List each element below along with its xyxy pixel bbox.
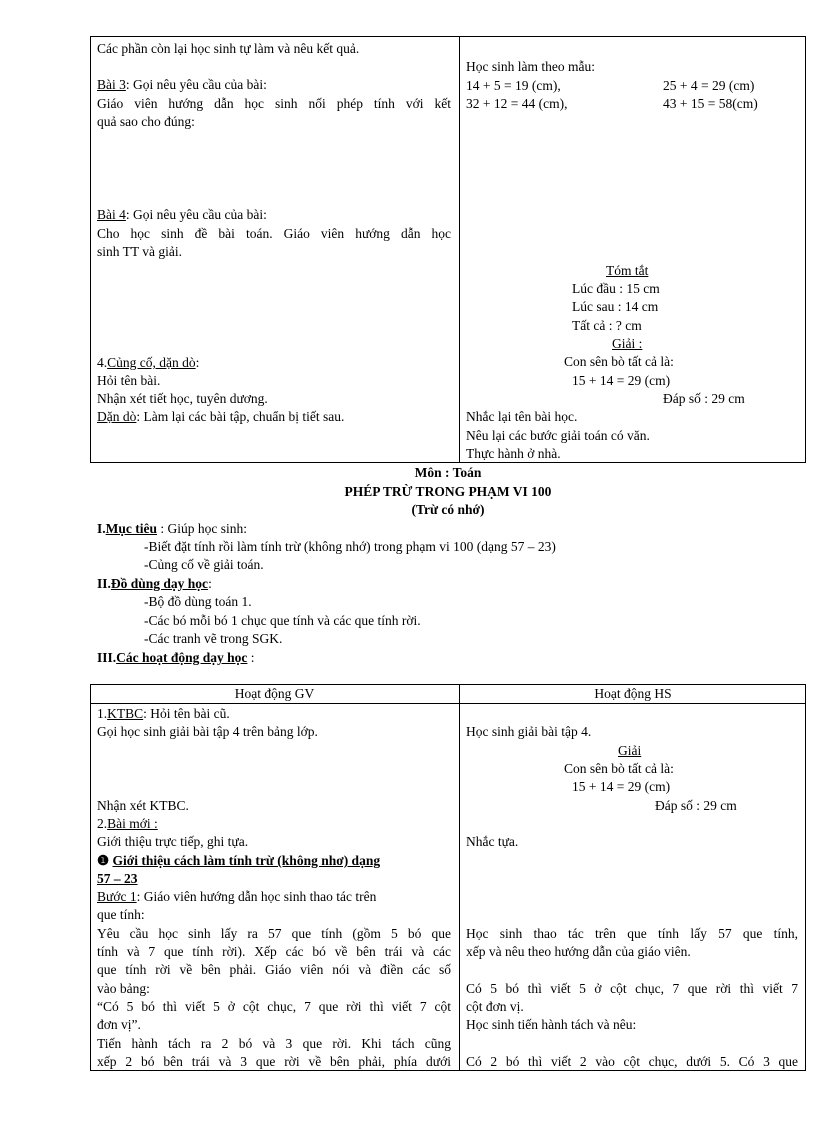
section-1-heading-line1: Giới thiệu cách làm tính trừ (không nhơ) dạng <box>112 853 381 868</box>
activities-header-rule <box>90 703 806 704</box>
section-1-heading-line2: 57 – 23 <box>97 871 138 886</box>
dan-do-label: Dặn dò <box>97 409 137 424</box>
bai3-text: : Gọi nêu yêu cầu của bài: <box>125 77 267 92</box>
top-left-line1: Các phần còn lại học sinh tự làm và nêu kết quả. <box>97 41 360 56</box>
section-muc-tieu <box>97 520 247 538</box>
giai-heading: Giải : <box>612 336 643 351</box>
hs-con-sen: Con sên bò tất cả là: <box>564 761 674 776</box>
goi-hs-giai: Gọi học sinh giải bài tập 4 trên bảng lớp. <box>97 724 318 739</box>
hs-dap-so: Đáp số : 29 cm <box>655 798 737 813</box>
mon-label: Môn : Toán <box>414 465 482 480</box>
hs-thao-tac-line1: Học sinh thao tác trên que tính lấy 57 que tính, <box>466 926 798 941</box>
ktbc-heading <box>97 705 230 723</box>
hs-giai-heading: Giải <box>618 743 642 758</box>
hs-giai-bt4: Học sinh giải bài tập 4. <box>466 724 592 739</box>
hs-tien-hanh: Học sinh tiến hành tách và nêu: <box>466 1017 637 1032</box>
hs-co5-line1: Có 5 bó thì viết 5 ở cột chục, 7 que rời thì viết 7 <box>466 981 798 996</box>
bai4-label: Bài 4 <box>97 207 126 222</box>
tom-tat-heading: Tóm tắt <box>606 263 649 278</box>
ktbc-text: : Hỏi tên bài cũ. <box>143 706 230 721</box>
muc-tieu-item-1: -Biết đặt tính rồi làm tính trừ (không nhớ) trong phạm vi 100 (dạng 57 – 23) <box>144 539 556 554</box>
bai4-line2: sinh TT và giải. <box>97 244 182 259</box>
yeu-cau-line4: vào bảng: <box>97 981 150 996</box>
nhac-lai: Nhắc lại tên bài học. <box>466 409 578 424</box>
cung-co-colon: : <box>195 355 200 370</box>
do-dung-item-2: -Các bó mỗi bó 1 chục que tính và các que tính rời. <box>144 613 421 628</box>
buoc-1-label: Bước 1 <box>97 889 137 904</box>
bai4-heading <box>97 206 267 224</box>
s1-num: I. <box>97 521 106 536</box>
nhan-xet-tiet-hoc: Nhận xét tiết học, tuyên dương. <box>97 391 268 406</box>
hs-thao-tac-line2: xếp và nêu theo hướng dẫn của giáo viên. <box>466 944 691 959</box>
header-hoat-dong-gv: Hoạt động GV <box>234 686 315 701</box>
hs-lam-theo-mau: Học sinh làm theo mẫu: <box>466 59 595 74</box>
bai-moi-num: 2. <box>97 816 108 831</box>
luc-dau: Lúc đầu : 15 cm <box>572 281 660 296</box>
yeu-cau-line1: Yêu cầu học sinh lấy ra 57 que tính (gồm 5 bó que <box>97 926 451 941</box>
do-dung-item-3: -Các tranh vẽ trong SGK. <box>144 631 283 646</box>
gioi-thieu-truc-tiep: Giới thiệu trực tiếp, ghi tựa. <box>97 834 249 849</box>
muc-tieu-item-2: -Củng cố về giải toán. <box>144 557 264 572</box>
dan-do-text: : Làm lại các bài tập, chuẩn bị tiết sau. <box>136 409 345 424</box>
bullet-one-icon: ❶ <box>97 853 110 868</box>
tach-line1: Tiến hành tách ra 2 bó và 3 que rời. Khi tách cũng <box>97 1036 451 1051</box>
yeu-cau-line3: que tính rời về bên phải. Giáo viên nói và điền các số <box>97 962 451 977</box>
ktbc-num: 1. <box>97 706 108 721</box>
section-do-dung <box>97 575 212 593</box>
quote-line1: “Có 5 bó thì viết 5 ở cột chục, 7 que rời thì viết 7 cột <box>97 999 451 1014</box>
activities-divider <box>459 684 460 1071</box>
bai4-line1: Cho học sinh đề bài toán. Giáo viên hướng dẫn học <box>97 226 451 241</box>
cung-co-heading <box>97 354 199 372</box>
s2-text: : <box>208 576 212 591</box>
calc-line: 15 + 14 = 29 (cm) <box>572 373 671 388</box>
buoc-1-line2: que tính: <box>97 907 145 922</box>
cung-co-num: 4. <box>97 355 108 370</box>
hs-co2: Có 2 bó thì viết 2 vào cột chục, dưới 5. Có 3 que <box>466 1054 798 1069</box>
dan-do <box>97 408 344 426</box>
quote-line2: đơn vị”. <box>97 1017 141 1032</box>
bai3-line1: Giáo viên hướng dẫn học sinh nối phép tính với kết <box>97 96 451 111</box>
section-hoat-dong <box>97 649 255 667</box>
bai-moi-label: Bài mới : <box>107 816 158 831</box>
nhan-xet-ktbc: Nhận xét KTBC. <box>97 798 189 813</box>
s2-label: Đồ dùng dạy học <box>110 576 209 591</box>
buoc-1-heading <box>97 888 376 906</box>
s3-num: III. <box>97 650 117 665</box>
equation-4: 43 + 15 = 58(cm) <box>663 96 758 111</box>
tach-line2: xếp 2 bó bên trái và 3 que rời về bên phải, phía dưới <box>97 1054 451 1069</box>
bai4-text: : Gọi nêu yêu cầu của bài: <box>125 207 267 222</box>
thuc-hanh: Thực hành ở nhà. <box>466 446 561 461</box>
bai-moi-heading <box>97 815 158 833</box>
hs-co5-line2: cột đơn vị. <box>466 999 524 1014</box>
s3-label: Các hoạt động dạy học <box>116 650 248 665</box>
equation-1: 14 + 5 = 19 (cm), <box>466 78 561 93</box>
section-1-heading <box>97 852 380 870</box>
cung-co-label: Củng cố, dặn dò <box>107 355 196 370</box>
do-dung-item-1: -Bộ đồ dùng toán 1. <box>144 594 252 609</box>
bai3-line2: quả sao cho đúng: <box>97 114 195 129</box>
s3-text: : <box>247 650 255 665</box>
neu-lai: Nêu lại các bước giải toán có văn. <box>466 428 650 443</box>
ktbc-label: KTBC <box>107 706 144 721</box>
con-sen-line: Con sên bò tất cả là: <box>564 354 674 369</box>
equation-2: 25 + 4 = 29 (cm) <box>663 78 755 93</box>
dap-so: Đáp số : 29 cm <box>663 391 745 406</box>
header-hoat-dong-hs: Hoạt động HS <box>594 686 672 701</box>
lesson-title: PHÉP TRỪ TRONG PHẠM VI 100 <box>344 484 552 499</box>
hoi-ten-bai: Hỏi tên bài. <box>97 373 161 388</box>
s1-label: Mục tiêu <box>105 521 158 536</box>
luc-sau: Lúc sau : 14 cm <box>572 299 659 314</box>
top-table-divider <box>459 36 460 463</box>
s1-text: : Giúp học sinh: <box>157 521 248 536</box>
hs-nhac-tua: Nhắc tựa. <box>466 834 519 849</box>
hs-calc: 15 + 14 = 29 (cm) <box>572 779 671 794</box>
equation-3: 32 + 12 = 44 (cm), <box>466 96 568 111</box>
s2-num: II. <box>97 576 111 591</box>
yeu-cau-line2: tính và 7 que tính rời). Xếp các bó về bên trái và các <box>97 944 451 959</box>
bai3-heading <box>97 76 267 94</box>
buoc-1-text: : Giáo viên hướng dẫn học sinh thao tác trên <box>136 889 377 904</box>
bai3-label: Bài 3 <box>97 77 126 92</box>
lesson-subtitle: (Trừ có nhớ) <box>411 502 485 517</box>
tat-ca: Tất cả : ? cm <box>572 318 642 333</box>
